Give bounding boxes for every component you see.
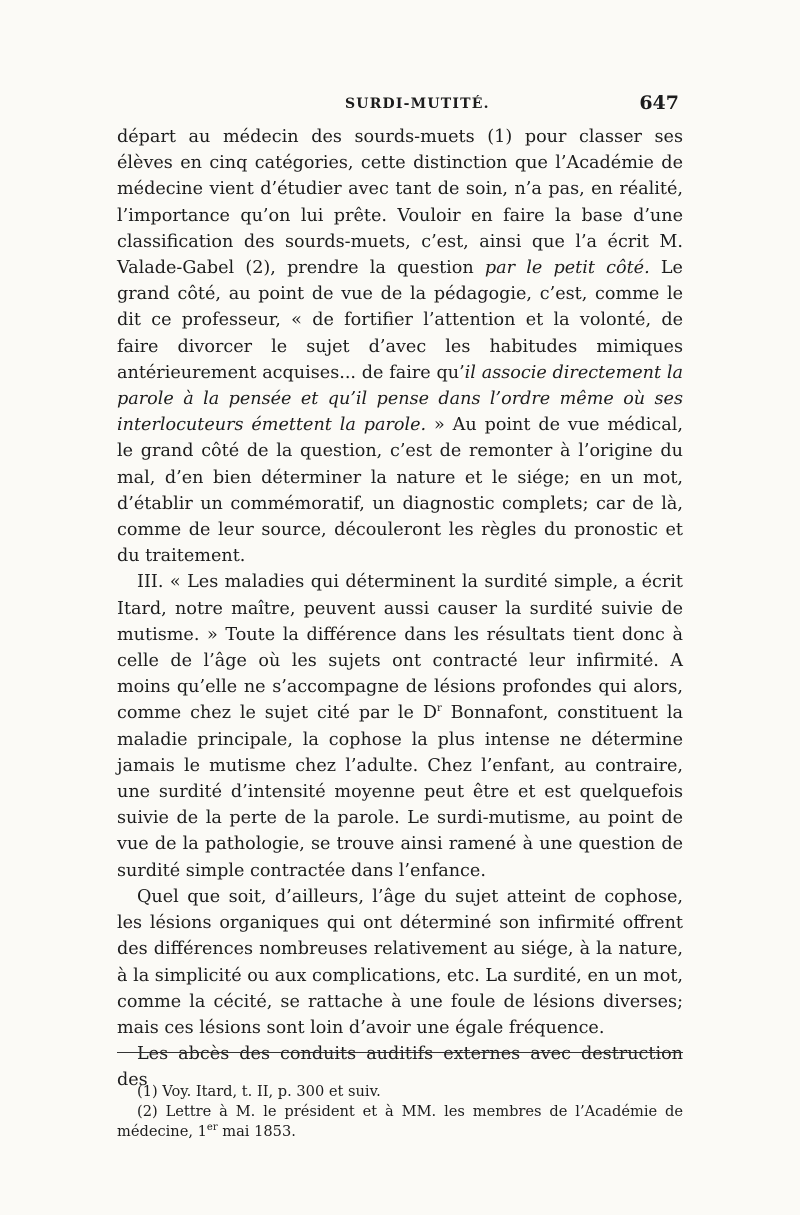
paragraph-2-text-a: III. « Les maladies qui déterminent la surdité simple, a écrit Itard, notre maître, peuvent aussi causer la surdité suivie de mutisme. » Toute la différence dans les résultats tient donc à celle de l’âge où les sujets ont contracté leur infirmité. A moins qu’elle ne s’accompagne de lésions profondes qui alors, comme chez le sujet cité par le D [117,572,683,724]
paragraph-1-italic-b: par le petit côté. [484,258,650,279]
footnotes [117,1082,683,1142]
running-title: SURDI-MUTITÉ. [345,96,490,112]
paragraph-4: Les abcès des conduits auditifs externes avec destruction des [117,1044,683,1091]
paragraph-1-text-c: Le grand côté, au point de vue de la pédagogie, c’est, comme le dit ce professeur, « de fortifier l’attention et la volonté, de faire divorcer le sujet d’avec les habitudes mimiques antérieurement acquises... de faire qu’ [117,258,683,383]
paragraph-1 [117,124,683,569]
footnote-2 [117,1102,683,1142]
footnote-separator [117,1052,683,1053]
footnote-2-text-a: (2) Lettre à M. le président et à MM. les membres de l’Académie de médecine, 1 [117,1103,683,1140]
footnote-2-text-b: mai 1853. [217,1123,296,1140]
book-page [117,0,687,1215]
footnote-2-superscript: er [206,1122,218,1134]
paragraph-2-text-b: Bonnafont, constituent la maladie principale, la cophose la plus intense ne détermine jamais le mutisme chez l’adulte. Chez l’enfant, au contraire, une surdité d’intensité moyenne peut être et est quelquefois suivie de la perte de la parole. Le surdi-mutisme, au point de vue de la pathologie, se trouve ainsi ramené à une question de surdité simple contractée dans l’enfance. [117,703,683,881]
paragraph-1-text-a: départ au médecin des sourds-muets (1) pour classer ses élèves en cinq catégories, cette distinction que l’Académie de médecine vient d’étudier avec tant de soin, n’a pas, en réalité, l’importance qu’on lui prête. Vouloir en faire la base d’une classification des sourds-muets, c’est, ainsi que l’a écrit M. Valade-Gabel (2), prendre la question [117,127,683,279]
paragraph-1-text-e: » Au point de vue médical, le grand côté de la question, c’est de remonter à l’origine du mal, d’en bien déterminer la nature et le siége; en un mot, d’établir un commémoratif, un diagnostic complets; car de là, comme de leur source, découleront les règles du pronostic et du traitement. [117,415,683,567]
body-text [117,124,683,1094]
footnote-1: (1) Voy. Itard, t. II, p. 300 et suiv. [137,1083,381,1100]
page-header [117,92,683,118]
paragraph-2 [117,569,683,883]
page-number: 647 [639,92,679,114]
paragraph-2-superscript: r [436,703,442,715]
paragraph-1-italic-quote: il associe directement la parole à la pensée et qu’il pense dans l’ordre même où ses interlocuteurs émettent la parole. [117,362,683,436]
paragraph-3: Quel que soit, d’ailleurs, l’âge du sujet atteint de cophose, les lésions organiques qui ont déterminé son infirmité offrent des différences nombreuses relativement au siége, à la nature, à la simplicité ou aux complications, etc. La surdité, en un mot, comme la cécité, se rattache à une foule de lésions diverses; mais ces lésions sont loin d’avoir une égale fréquence. [117,886,684,1038]
